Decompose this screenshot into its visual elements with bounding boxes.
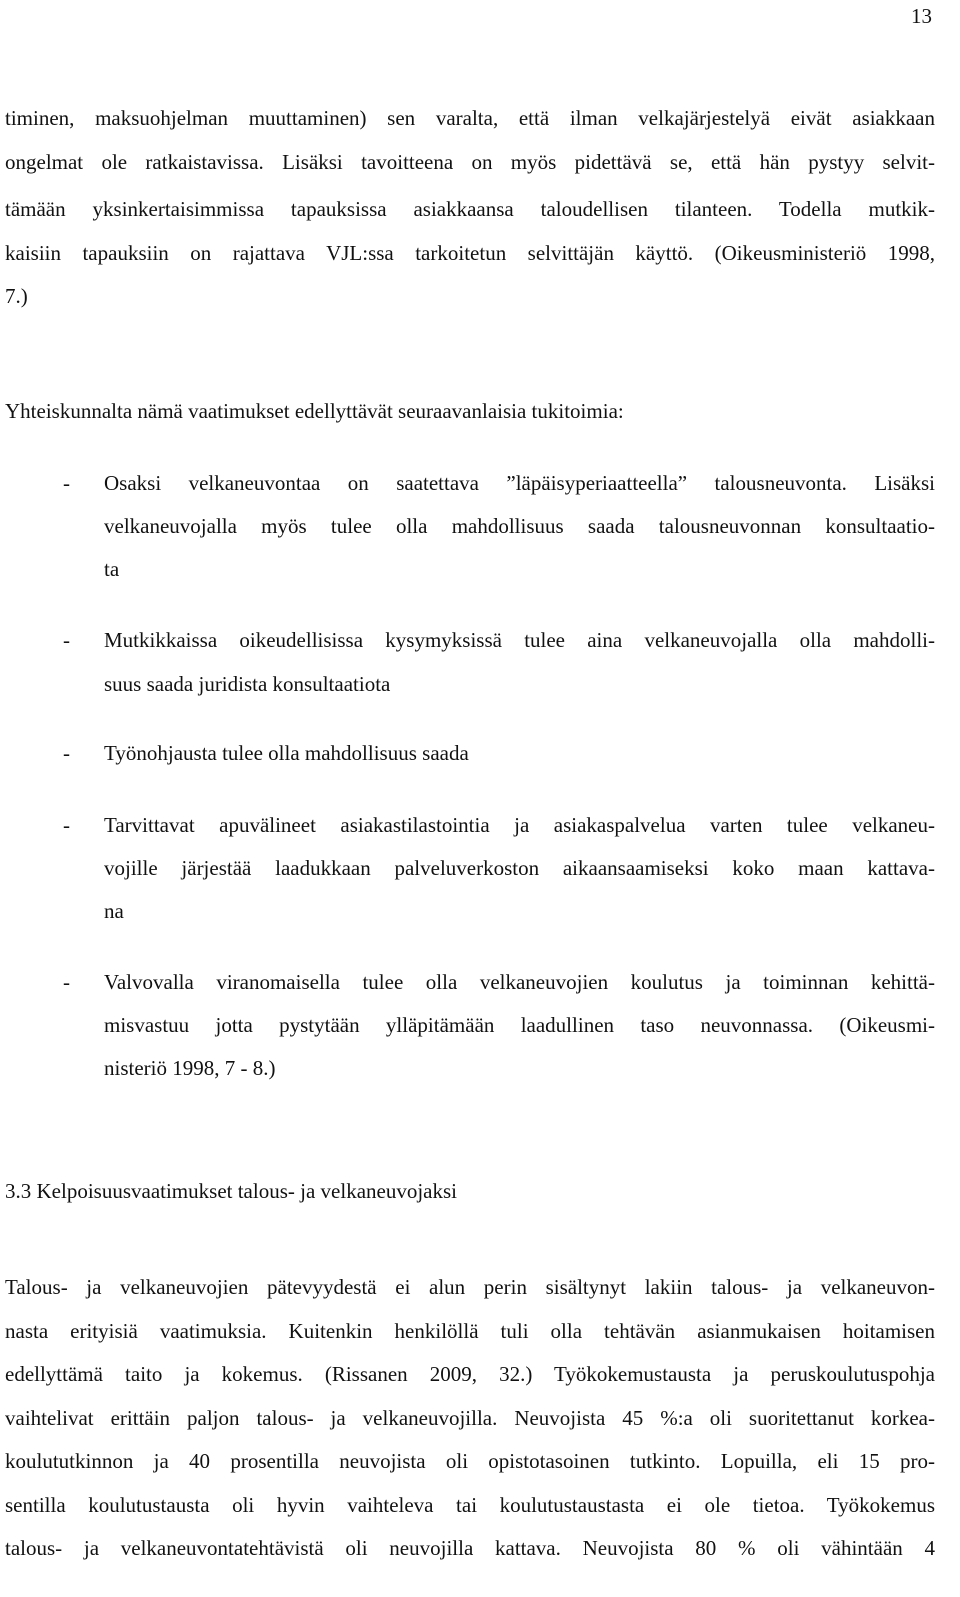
paragraph-line: kaisiin tapauksiin on rajattava VJL:ssa tarkoitetun selvittäjän käyttö. (Oikeusministeriö 1998, [5,241,935,265]
bullet-line: suus saada juridista konsultaatiota [104,672,391,696]
bullet-line: Osaksi velkaneuvontaa on saatettava ”läpäisyperiaatteella” talousneuvonta. Lisäksi [104,471,935,495]
paragraph-line: Talous- ja velkaneuvojien pätevyydestä ei alun perin sisältynyt lakiin talous- ja velkaneuvon- [5,1275,935,1299]
intro-line: Yhteiskunnalta nämä vaatimukset edellyttävät seuraavanlaisia tukitoimia: [5,399,624,423]
bullet-marker: - [63,970,70,994]
paragraph-line: edellyttämä taito ja kokemus. (Rissanen 2009, 32.) Työkokemustausta ja peruskoulutuspohja [5,1362,935,1386]
bullet-line: nisteriö 1998, 7 - 8.) [104,1056,276,1080]
bullet-line: Tarvittavat apuvälineet asiakastilastointia ja asiakaspalvelua varten tulee velkaneu- [104,813,935,837]
bullet-marker: - [63,628,70,652]
paragraph-line: timinen, maksuohjelman muuttaminen) sen varalta, että ilman velkajärjestelyä eivät asiakkaan [5,106,935,130]
paragraph-line: ongelmat ole ratkaistavissa. Lisäksi tavoitteena on myös pidettävä se, että hän pystyy selvit- [5,150,935,174]
bullet-line: vojille järjestää laadukkaan palveluverkoston aikaansaamiseksi koko maan kattava- [104,856,935,880]
bullet-marker: - [63,813,70,837]
bullet-line: Valvovalla viranomaisella tulee olla velkaneuvojien koulutus ja toiminnan kehittä- [104,970,935,994]
paragraph-line: tämään yksinkertaisimmissa tapauksissa asiakkaansa taloudellisen tilanteen. Todella mutkik- [5,197,935,221]
paragraph-line: koulututkinnon ja 40 prosentilla neuvojista oli opistotasoinen tutkinto. Lopuilla, eli 15 pro- [5,1449,935,1473]
bullet-marker: - [63,471,70,495]
bullet-marker: - [63,741,70,765]
bullet-line: velkaneuvojalla myös tulee olla mahdollisuus saada talousneuvonnan konsultaatio- [104,514,935,538]
page-number: 13 [911,4,932,28]
bullet-line: ta [104,557,120,581]
paragraph-line: talous- ja velkaneuvontatehtävistä oli neuvojilla kattava. Neuvojista 80 % oli vähintään 4 [5,1536,935,1560]
section-heading: 3.3 Kelpoisuusvaatimukset talous- ja velkaneuvojaksi [5,1179,457,1203]
bullet-line: misvastuu jotta pystytään ylläpitämään laadullinen taso neuvonnassa. (Oikeusmi- [104,1013,935,1037]
paragraph-line: vaihtelivat erittäin paljon talous- ja velkaneuvojilla. Neuvojista 45 %:a oli suoritettanut korkea- [5,1406,935,1430]
paragraph-line: 7.) [5,284,28,308]
paragraph-line: sentilla koulutustausta oli hyvin vaihteleva tai koulutustaustasta ei ole tietoa. Työkokemus [5,1493,935,1517]
bullet-line: Työnohjausta tulee olla mahdollisuus saada [104,741,469,765]
paragraph-line: nasta erityisiä vaatimuksia. Kuitenkin henkilöllä tuli olla tehtävän asianmukaisen hoitamisen [5,1319,935,1343]
bullet-line: na [104,899,124,923]
bullet-line: Mutkikkaissa oikeudellisissa kysymyksissä tulee aina velkaneuvojalla olla mahdolli- [104,628,935,652]
